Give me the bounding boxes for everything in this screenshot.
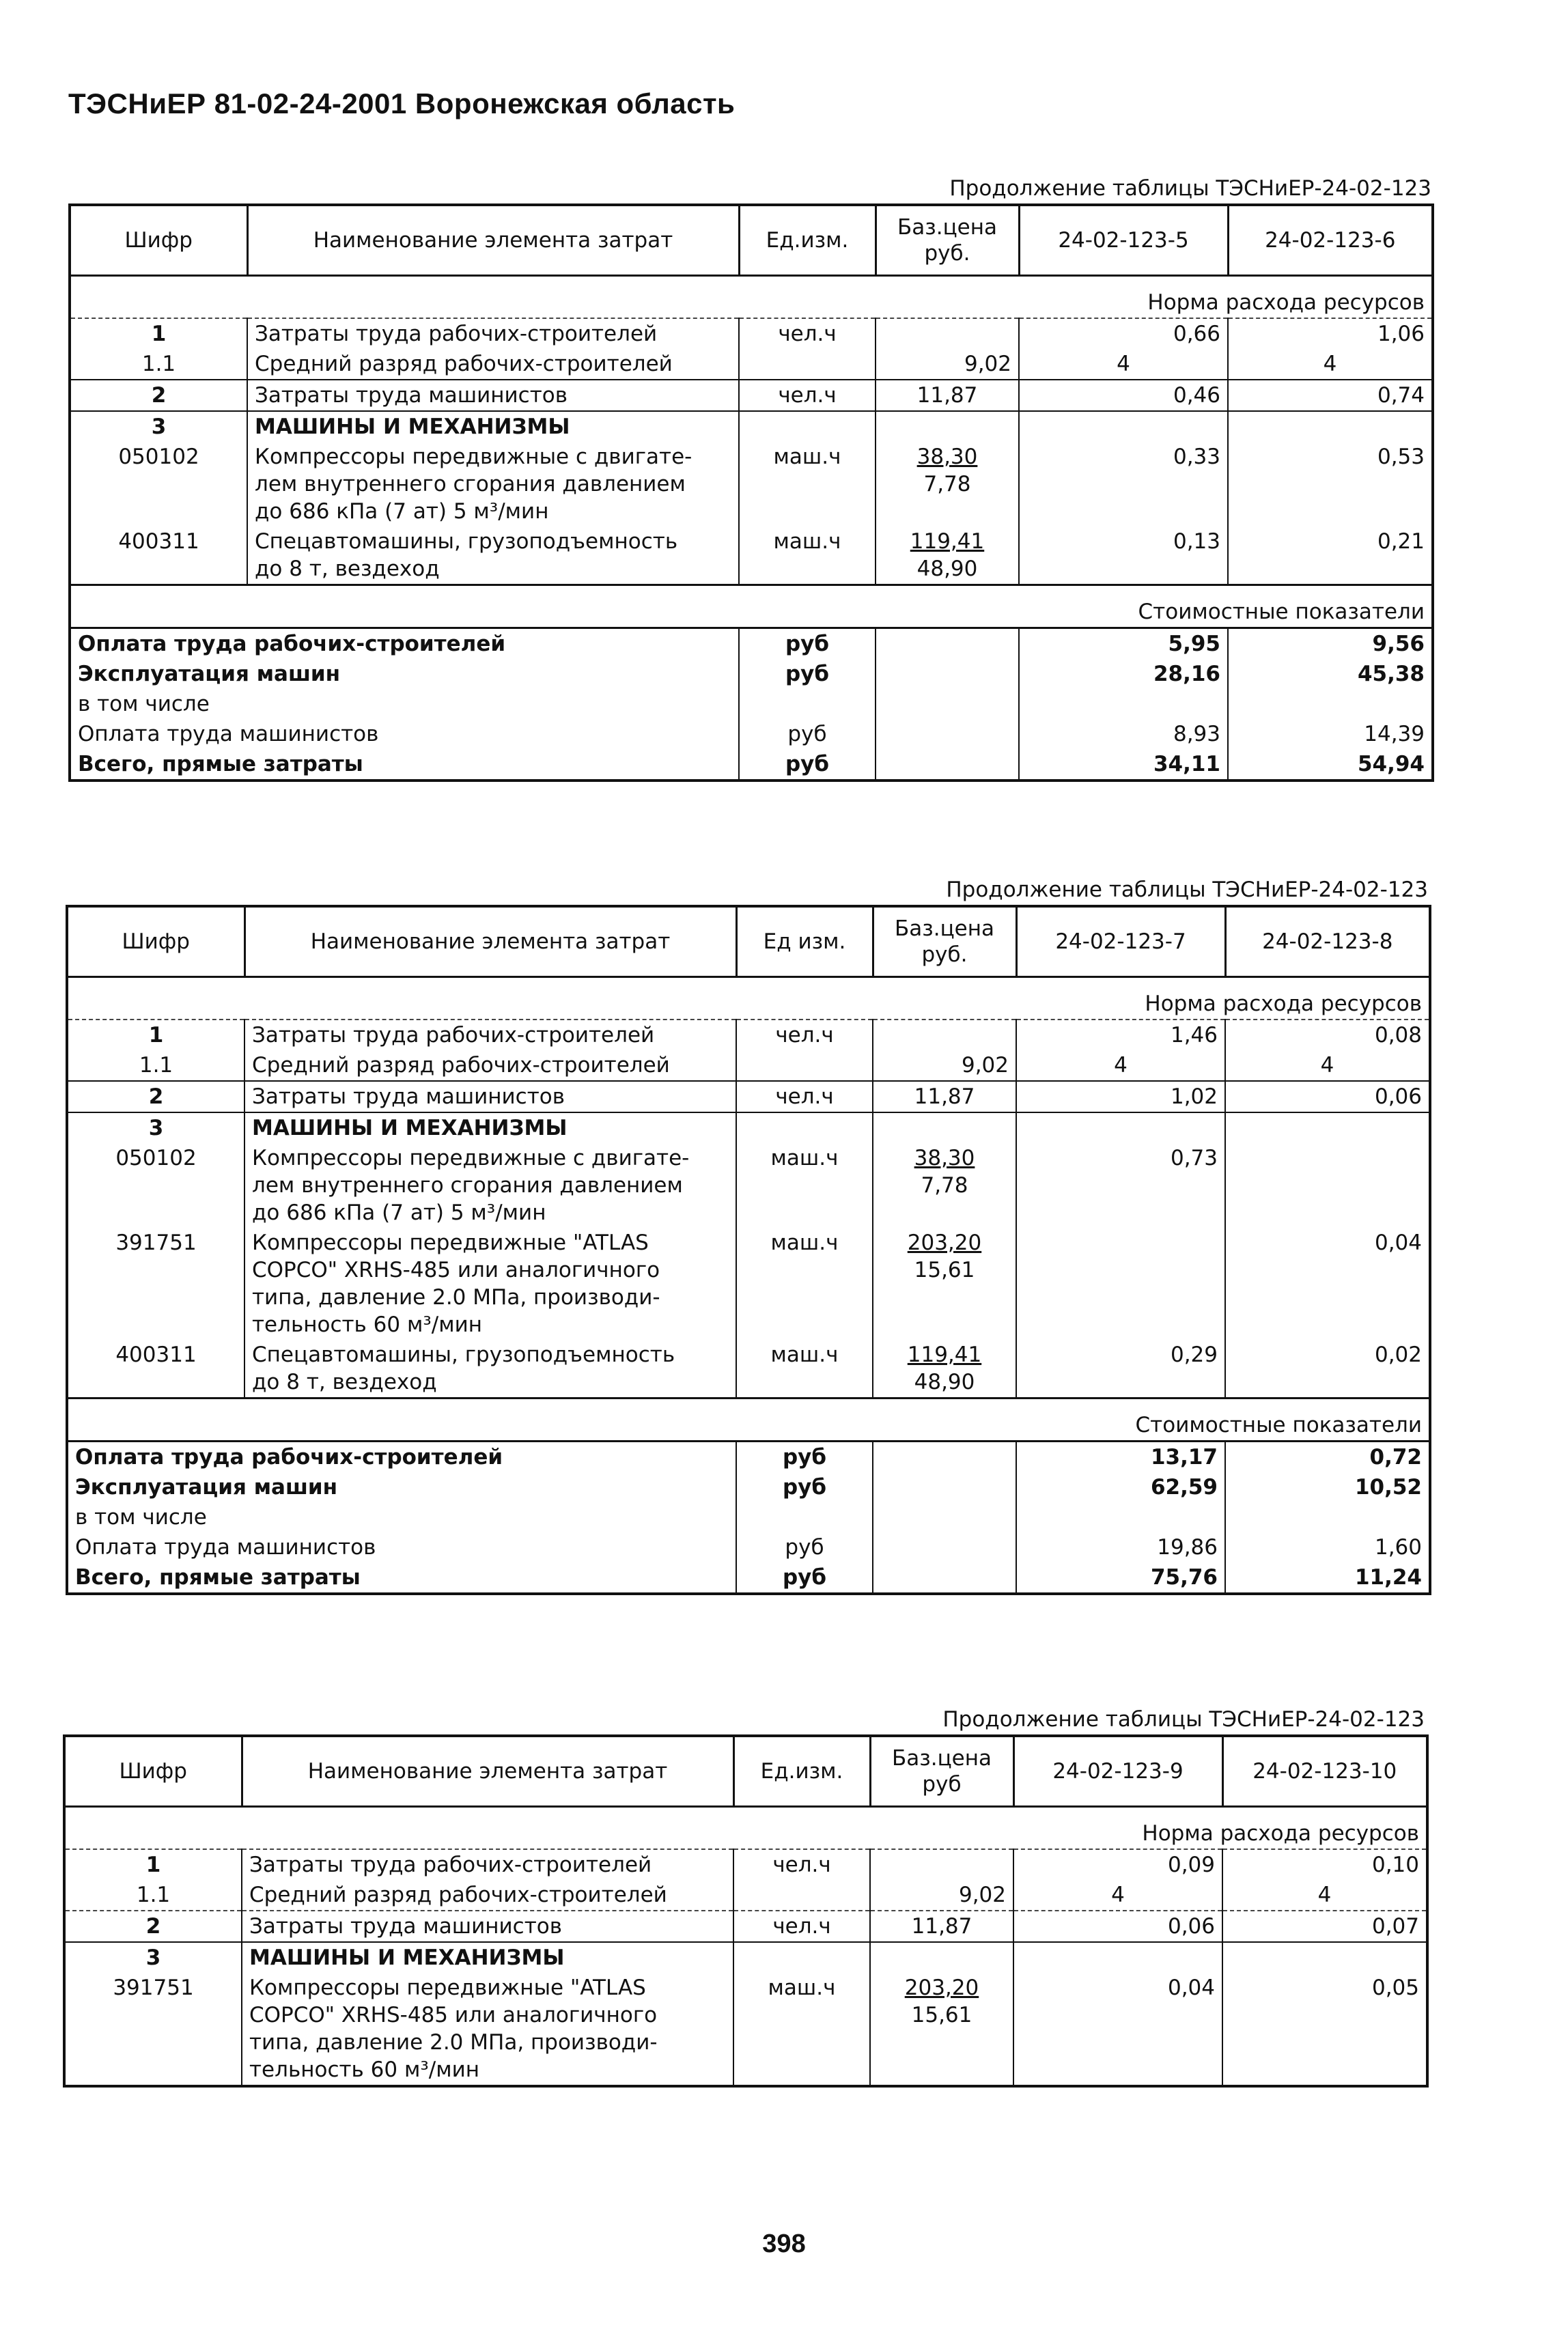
row-code: 3 — [70, 411, 247, 442]
row-price: 11,87 — [870, 1911, 1013, 1942]
row-unit: чел.ч — [733, 1911, 870, 1942]
cost-name: Эксплуатация машин — [70, 659, 739, 689]
cost-value-a: 13,17 — [1016, 1442, 1225, 1473]
row-name: Спецавтомашины, грузоподъемность до 8 т, вездеход — [244, 1340, 736, 1399]
header-code: Шифр — [70, 205, 247, 276]
cost-value-a: 75,76 — [1016, 1562, 1225, 1594]
row-value-a — [1016, 1228, 1225, 1340]
row-value-a: 1,46 — [1016, 1020, 1225, 1050]
resource-table-3 — [63, 1734, 1429, 2088]
row-code: 400311 — [70, 526, 247, 585]
row-value-b: 0,53 — [1377, 445, 1425, 469]
cost-value-a: 34,11 — [1019, 749, 1228, 781]
header-col-b: 24-02-123-6 — [1228, 205, 1433, 276]
cost-value-b: 10,52 — [1354, 1475, 1422, 1500]
cost-name: Оплата труда машинистов — [70, 719, 739, 749]
row-price — [870, 1849, 1013, 1880]
row-price: 11,87 — [873, 1081, 1016, 1112]
cost-value-b: 45,38 — [1357, 662, 1425, 686]
row-code: 1.1 — [64, 1880, 242, 1911]
row-value-a: 0,13 — [1019, 526, 1228, 585]
row-value-a: 0,04 — [1013, 1973, 1222, 2086]
row-price — [873, 1020, 1016, 1050]
row-value-a: 4 — [1013, 1880, 1222, 1911]
header-name: Наименование элемента затрат — [242, 1736, 733, 1807]
norm-label: Норма расхода ресурсов — [64, 1807, 1427, 1850]
row-name: Затраты труда машинистов — [242, 1911, 733, 1942]
row-price: 38,30 7,78 — [873, 1143, 1016, 1228]
resource-table-2 — [66, 905, 1431, 1595]
row-value-a: 0,06 — [1013, 1911, 1222, 1942]
row-code: 391751 — [67, 1228, 244, 1340]
cost-unit: руб — [739, 659, 876, 689]
cost-label: Стоимостные показатели — [67, 1399, 1430, 1442]
row-unit: маш.ч — [736, 1143, 873, 1228]
row-value-b: 4 — [1320, 1053, 1334, 1078]
table-caption: Продолжение таблицы ТЭСНиЕР-24-02-123 — [946, 877, 1428, 902]
cost-unit: руб — [736, 1442, 873, 1473]
cost-name: Эксплуатация машин — [67, 1472, 736, 1502]
cost-value-a: 19,86 — [1016, 1532, 1225, 1562]
header-name: Наименование элемента затрат — [247, 205, 739, 276]
row-code: 2 — [64, 1911, 242, 1942]
cost-value-b: 54,94 — [1357, 752, 1425, 776]
cost-name: Оплата труда машинистов — [67, 1532, 736, 1562]
row-unit: чел.ч — [739, 380, 876, 411]
row-name: Компрессоры передвижные "ATLAS COPCO" XRHS-485 или аналогичного типа, давление 2.0 МПа, производи- тельность 60 м³/мин — [244, 1228, 736, 1340]
cost-value-b: 0,72 — [1225, 1442, 1430, 1473]
row-unit: чел.ч — [733, 1849, 870, 1880]
header-code: Шифр — [67, 906, 244, 977]
header-price: Баз.цена руб — [870, 1736, 1013, 1807]
page-number: 398 — [762, 2230, 806, 2258]
row-name: Затраты труда машинистов — [244, 1081, 736, 1112]
row-value-b: 4 — [1323, 352, 1337, 376]
row-value-a: 0,33 — [1019, 442, 1228, 526]
document-title: ТЭСНиЕР 81-02-24-2001 Воронежская область — [68, 87, 736, 120]
norm-label: Норма расхода ресурсов — [70, 276, 1433, 319]
cost-name: Оплата труда рабочих-строителей — [67, 1442, 736, 1473]
row-code: 391751 — [64, 1973, 242, 2086]
row-code: 1 — [70, 318, 247, 349]
row-code: 3 — [67, 1112, 244, 1143]
row-name: Затраты труда рабочих-строителей — [242, 1849, 733, 1880]
row-code: 3 — [64, 1942, 242, 1973]
cost-unit: руб — [739, 749, 876, 781]
row-value-a: 4 — [1019, 349, 1228, 380]
row-value-a: 0,09 — [1013, 1849, 1222, 1880]
row-name: Затраты труда рабочих-строителей — [247, 318, 739, 349]
cost-value-a: 5,95 — [1019, 628, 1228, 660]
cost-unit: руб — [736, 1532, 873, 1562]
header-name: Наименование элемента затрат — [244, 906, 736, 977]
row-code: 1.1 — [67, 1050, 244, 1081]
header-col-b: 24-02-123-8 — [1225, 906, 1430, 977]
header-price: Баз.цена руб. — [873, 906, 1016, 977]
row-code: 050102 — [70, 442, 247, 526]
row-unit: маш.ч — [739, 442, 876, 526]
cost-name: Оплата труда рабочих-строителей — [70, 628, 739, 660]
cost-label: Стоимостные показатели — [70, 585, 1433, 628]
row-price: 119,41 48,90 — [873, 1340, 1016, 1399]
row-price — [876, 318, 1019, 349]
row-value-b: 0,05 — [1371, 1976, 1419, 2000]
row-price: 203,20 15,61 — [873, 1228, 1016, 1340]
row-value-b: 0,08 — [1225, 1020, 1430, 1050]
row-value-b: 0,21 — [1377, 529, 1425, 554]
row-name: МАШИНЫ И МЕХАНИЗМЫ — [244, 1112, 736, 1143]
row-value-a: 4 — [1016, 1050, 1225, 1081]
row-unit: маш.ч — [736, 1340, 873, 1399]
row-code: 400311 — [67, 1340, 244, 1399]
row-price: 119,41 48,90 — [876, 526, 1019, 585]
row-value-a: 1,02 — [1016, 1081, 1225, 1112]
table-caption: Продолжение таблицы ТЭСНиЕР-24-02-123 — [942, 1707, 1425, 1732]
row-name: Средний разряд рабочих-строителей — [247, 349, 739, 380]
row-unit — [736, 1050, 873, 1081]
header-unit: Ед.изм. — [733, 1736, 870, 1807]
cost-name: Всего, прямые затраты — [70, 749, 739, 781]
cost-name: Всего, прямые затраты — [67, 1562, 736, 1594]
cost-name: в том числе — [67, 1502, 736, 1532]
cost-value-a: 28,16 — [1019, 659, 1228, 689]
cost-value-a: 62,59 — [1016, 1472, 1225, 1502]
row-value-b: 1,06 — [1228, 318, 1433, 349]
row-unit: маш.ч — [736, 1228, 873, 1340]
row-code: 1.1 — [70, 349, 247, 380]
row-price: 11,87 — [876, 380, 1019, 411]
row-code: 2 — [70, 380, 247, 411]
header-code: Шифр — [64, 1736, 242, 1807]
row-value-a: 0,66 — [1019, 318, 1228, 349]
cost-value-b: 11,24 — [1354, 1565, 1422, 1590]
row-unit — [733, 1880, 870, 1911]
row-price: 203,20 15,61 — [870, 1973, 1013, 2086]
row-name: Компрессоры передвижные с двигате- лем внутреннего сгорания давлением до 686 кПа (7 ат) 5 м³/мин — [244, 1143, 736, 1228]
row-value-b: 0,04 — [1374, 1231, 1422, 1255]
row-value-b: 0,02 — [1374, 1343, 1422, 1367]
cost-name: в том числе — [70, 689, 739, 719]
row-value-b: 0,07 — [1222, 1911, 1427, 1942]
row-price: 9,02 — [873, 1050, 1016, 1081]
row-value-a: 0,73 — [1016, 1143, 1225, 1228]
row-unit: маш.ч — [739, 526, 876, 585]
row-unit — [739, 349, 876, 380]
row-value-b: 0,10 — [1222, 1849, 1427, 1880]
row-name: Затраты труда рабочих-строителей — [244, 1020, 736, 1050]
cost-unit: руб — [739, 628, 876, 660]
row-value-a: 0,29 — [1016, 1340, 1225, 1399]
header-price: Баз.цена руб. — [876, 205, 1019, 276]
row-value-b: 0,74 — [1228, 380, 1433, 411]
header-unit: Ед.изм. — [739, 205, 876, 276]
row-unit: чел.ч — [736, 1020, 873, 1050]
row-name: Компрессоры передвижные "ATLAS COPCO" XRHS-485 или аналогичного типа, давление 2.0 МПа, производи- тельность 60 м³/мин — [242, 1973, 733, 2086]
row-code: 2 — [67, 1081, 244, 1112]
cost-value-b: 14,39 — [1364, 722, 1425, 746]
row-name: МАШИНЫ И МЕХАНИЗМЫ — [242, 1942, 733, 1973]
norm-label: Норма расхода ресурсов — [67, 977, 1430, 1020]
header-col-a: 24-02-123-9 — [1013, 1736, 1222, 1807]
cost-unit: руб — [739, 719, 876, 749]
row-unit: чел.ч — [739, 318, 876, 349]
cost-value-a: 8,93 — [1019, 719, 1228, 749]
cost-value-b: 9,56 — [1228, 628, 1433, 660]
row-name: Компрессоры передвижные с двигате- лем внутреннего сгорания давлением до 686 кПа (7 ат) 5 м³/мин — [247, 442, 739, 526]
row-unit: чел.ч — [736, 1081, 873, 1112]
row-name: МАШИНЫ И МЕХАНИЗМЫ — [247, 411, 739, 442]
row-value-b: 0,06 — [1225, 1081, 1430, 1112]
row-name: Средний разряд рабочих-строителей — [244, 1050, 736, 1081]
row-price: 9,02 — [876, 349, 1019, 380]
row-code: 050102 — [67, 1143, 244, 1228]
row-price: 38,30 7,78 — [876, 442, 1019, 526]
cost-unit: руб — [736, 1562, 873, 1594]
table-caption: Продолжение таблицы ТЭСНиЕР-24-02-123 — [949, 176, 1431, 201]
row-name: Средний разряд рабочих-строителей — [242, 1880, 733, 1911]
cost-unit: руб — [736, 1472, 873, 1502]
header-unit: Ед изм. — [736, 906, 873, 977]
row-price: 9,02 — [870, 1880, 1013, 1911]
row-code: 1 — [64, 1849, 242, 1880]
row-name: Затраты труда машинистов — [247, 380, 739, 411]
row-name: Спецавтомашины, грузоподъемность до 8 т, вездеход — [247, 526, 739, 585]
header-col-b: 24-02-123-10 — [1222, 1736, 1427, 1807]
cost-value-b: 1,60 — [1374, 1535, 1422, 1560]
row-value-a: 0,46 — [1019, 380, 1228, 411]
row-unit: маш.ч — [733, 1973, 870, 2086]
row-value-b — [1225, 1143, 1430, 1228]
row-value-b: 4 — [1317, 1883, 1332, 1907]
resource-table-1 — [68, 203, 1434, 782]
header-col-a: 24-02-123-7 — [1016, 906, 1225, 977]
header-col-a: 24-02-123-5 — [1019, 205, 1228, 276]
row-code: 1 — [67, 1020, 244, 1050]
